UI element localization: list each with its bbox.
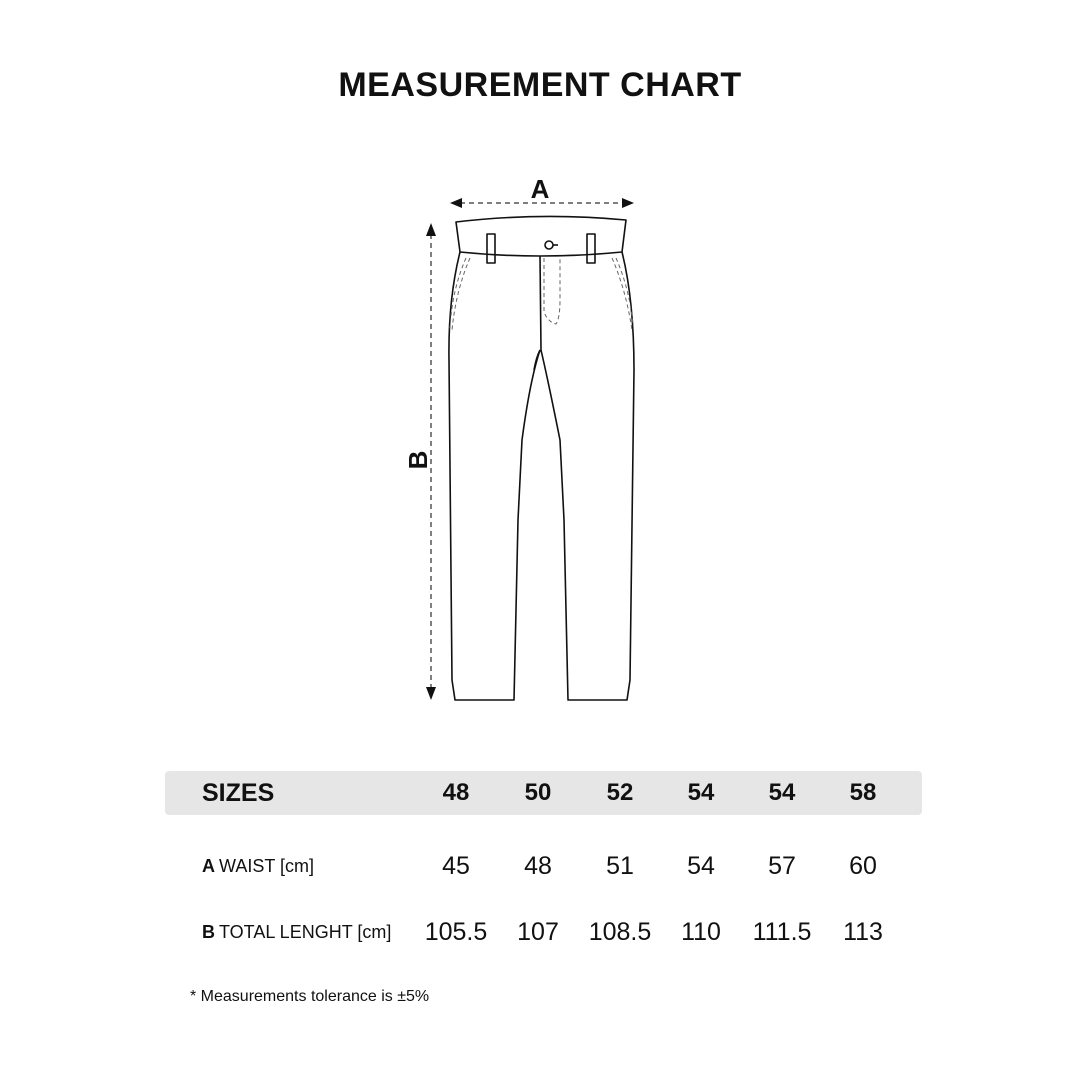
sizes-header-label: SIZES — [202, 779, 275, 807]
row-label — [202, 910, 391, 954]
table-cell: 48 — [524, 852, 552, 880]
size-header-cell: 52 — [606, 779, 634, 806]
table-cell: 110 — [681, 918, 721, 946]
dimension-a-label: A — [530, 174, 550, 204]
stitching — [450, 258, 633, 330]
row-label-text: WAIST [cm] — [219, 856, 315, 876]
size-header-cell: 48 — [442, 779, 470, 806]
trousers-outline — [449, 216, 634, 700]
table-cell: 45 — [442, 852, 470, 880]
size-header-cell: 54 — [768, 779, 796, 806]
size-header-cell: 58 — [849, 779, 877, 806]
dimension-b-label: B — [403, 450, 433, 470]
table-cell: 57 — [768, 852, 796, 880]
table-row-waist — [165, 844, 922, 888]
table-cell: 108.5 — [588, 918, 652, 946]
row-label — [202, 844, 314, 888]
table-header-row — [165, 771, 922, 815]
table-cell: 105.5 — [424, 918, 488, 946]
row-letter: A — [202, 856, 215, 876]
row-label-text: TOTAL LENGHT [cm] — [219, 922, 392, 942]
table-cell: 54 — [687, 852, 715, 880]
tolerance-footnote: * Measurements tolerance is ±5% — [190, 988, 430, 1005]
table-cell: 113 — [843, 918, 883, 946]
table-cell: 111.5 — [752, 918, 812, 946]
size-table — [165, 771, 922, 946]
table-cell: 60 — [849, 852, 877, 880]
table-cell: 51 — [606, 852, 634, 880]
table-cell: 107 — [517, 918, 559, 946]
row-letter: B — [202, 922, 215, 942]
size-header-cell: 50 — [524, 779, 552, 806]
table-row-length — [165, 910, 922, 954]
page-title: MEASUREMENT CHART — [338, 66, 742, 104]
size-header-cell: 54 — [687, 779, 715, 806]
